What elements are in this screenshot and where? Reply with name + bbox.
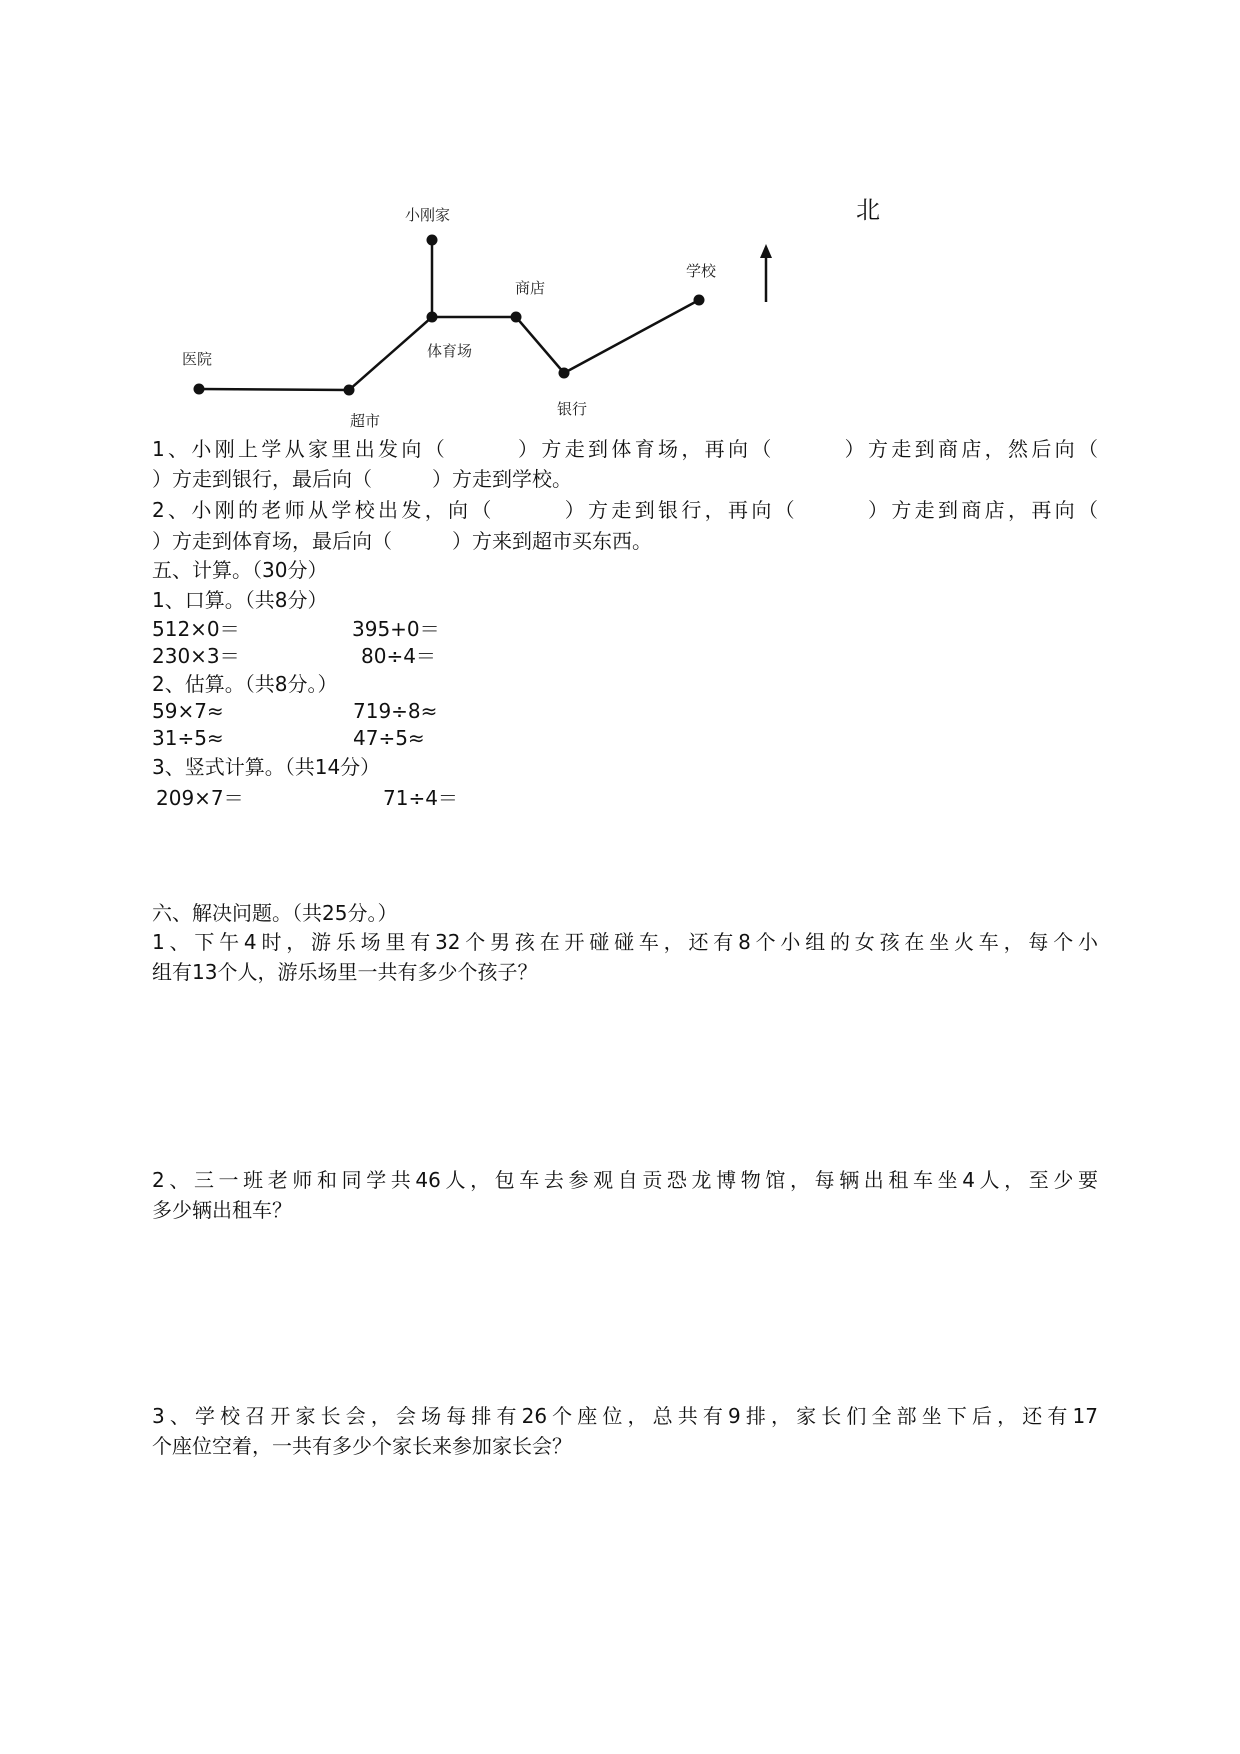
north-label: 北 [856,196,880,224]
problem-line: 2、三一班老师和同学共46人，包车去参观自贡恐龙博物馆，每辆出租车坐4人，至少要 [152,1168,1098,1192]
label-home: 小刚家 [405,206,451,224]
problem-line: 3、学校召开家长会，会场每排有26个座位，总共有9排，家长们全部坐下后，还有17 [152,1404,1098,1428]
question-line: ）方走到银行，最后向（ ）方走到学校。 [152,467,572,491]
calc-item: 59×7≈ [152,699,224,723]
route-map [0,0,1240,440]
question-line: 2、小刚的老师从学校出发，向（ ）方走到银行，再向（ ）方走到商店，再向（ [152,498,1098,522]
problem-line: 组有13个人，游乐场里一共有多少个孩子？ [152,960,538,984]
calc-item: 512×0＝ [152,617,240,641]
problem-line: 多少辆出租车？ [152,1198,292,1222]
route-points [194,235,705,396]
calc-item: 71÷4＝ [383,786,458,810]
section-title: 五、计算。（30分） [152,558,328,582]
north-arrow-icon [760,244,772,302]
calc-item: 230×3＝ [152,644,240,668]
section-title: 六、解决问题。（共25分。） [152,901,398,925]
label-stadium: 体育场 [427,342,473,360]
problem-line: 1、下午4时，游乐场里有32个男孩在开碰碰车，还有8个小组的女孩在坐火车，每个小 [152,930,1098,954]
calc-item: 209×7＝ [156,786,244,810]
calc-item: 80÷4＝ [361,644,436,668]
subsection-title: 1、口算。（共8分） [152,588,328,612]
calc-item: 719÷8≈ [353,699,438,723]
calc-item: 31÷5≈ [152,726,224,750]
label-shop: 商店 [515,279,546,297]
label-supermarket: 超市 [350,412,381,430]
label-hospital: 医院 [182,350,213,368]
label-bank: 银行 [557,400,588,418]
label-school: 学校 [686,262,717,280]
question-line: 1、小刚上学从家里出发向（ ）方走到体育场，再向（ ）方走到商店，然后向（ [152,437,1098,461]
calc-item: 47÷5≈ [353,726,425,750]
route-lines [199,240,699,390]
subsection-title: 2、估算。（共8分。） [152,672,338,696]
subsection-title: 3、竖式计算。（共14分） [152,755,381,779]
calc-item: 395+0＝ [352,617,440,641]
problem-line: 个座位空着，一共有多少个家长来参加家长会？ [152,1434,572,1458]
question-line: ）方走到体育场，最后向（ ）方来到超市买东西。 [152,529,652,553]
